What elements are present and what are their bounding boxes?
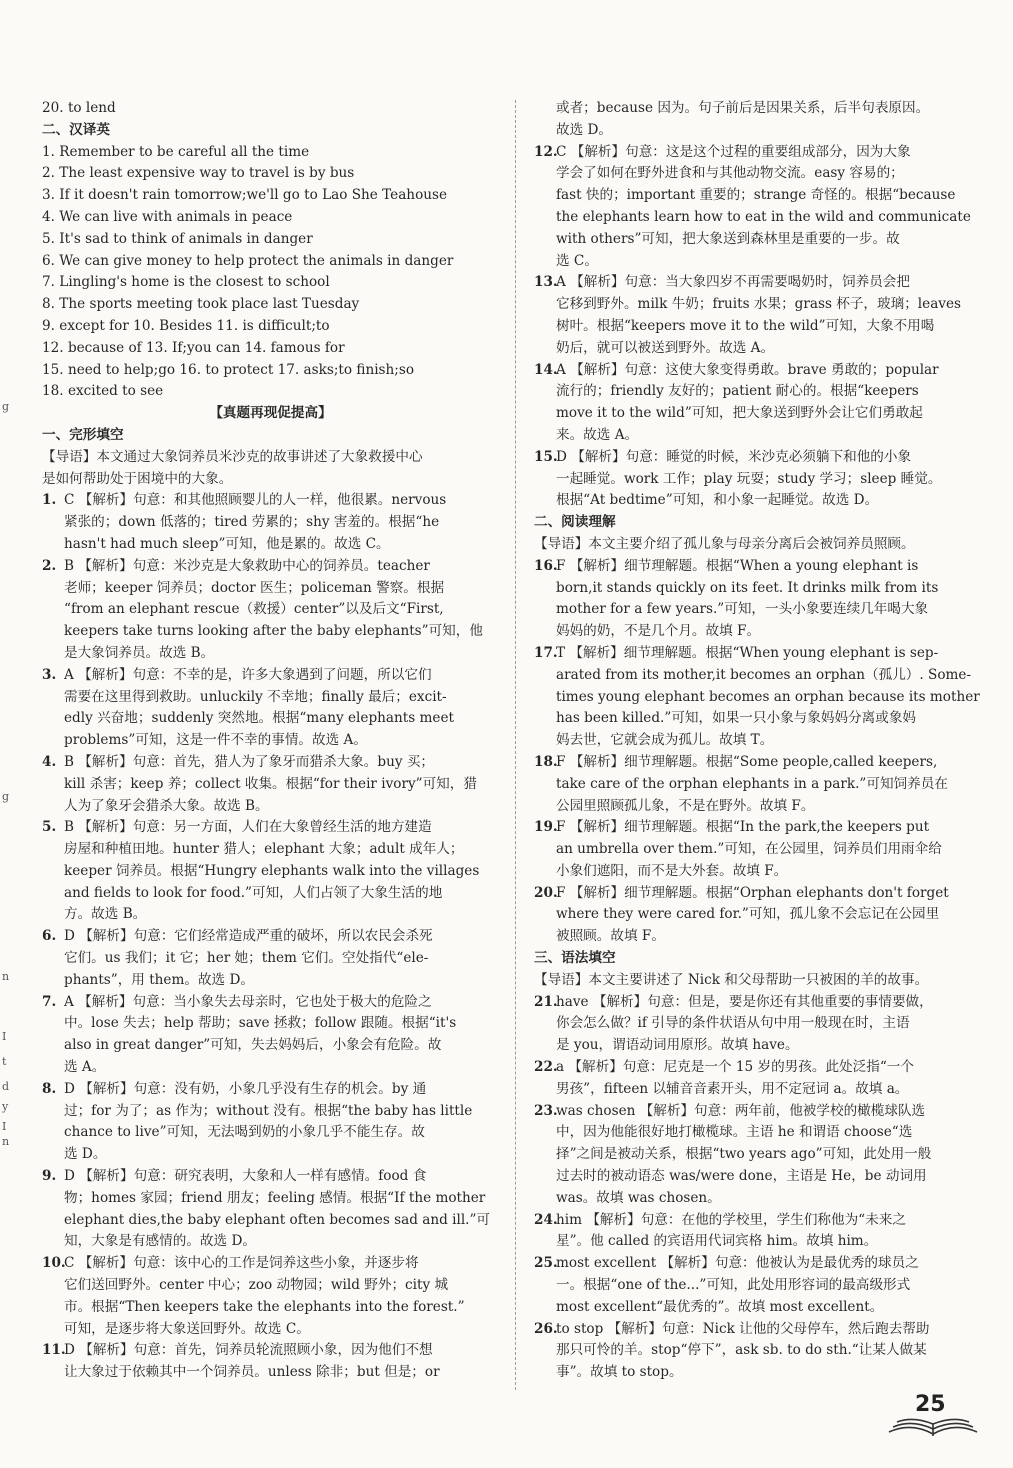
answer-entry (42, 752, 499, 817)
entry-number: 24. (534, 1211, 558, 1228)
entry-number: 6. (42, 928, 57, 945)
entry-first-line (534, 1101, 980, 1123)
entry-first-line (42, 1079, 499, 1101)
entry-text: F 【解析】细节理解题。根据“When a young elephant is (556, 557, 919, 574)
entry-number: 3. (42, 666, 57, 683)
edge-mark: g (2, 400, 10, 413)
entry-continuation: 过；for 为了；as 作为；without 没有。根据“the baby has little (64, 1102, 473, 1119)
answer-entry (534, 992, 980, 1057)
entry-continuation: hasn't had much sleep”可知，他是累的。故选 C。 (64, 535, 390, 552)
answer-line: 5. It's sad to think of animals in danger (42, 230, 313, 247)
answer-line: 18. excited to see (42, 383, 164, 400)
entry-text: D 【解析】句意：睡觉的时候，米沙克必须躺下和他的小象 (556, 448, 912, 465)
entry-first-line (42, 1253, 499, 1275)
entry-first-line (42, 1340, 499, 1362)
paragraph-line: 【导语】本文通过大象饲养员米沙克的故事讲述了大象救援中心 (42, 448, 423, 465)
answer-entry (534, 1319, 980, 1384)
section-heading: 三、语法填空 (534, 950, 616, 967)
entry-first-line (534, 1253, 980, 1275)
answer-entry (534, 447, 980, 512)
entry-continuation: 选 C。 (556, 252, 598, 269)
answer-entry (42, 926, 499, 991)
entry-continuation: 学会了如何在野外进食和与其他动物交流。easy 容易的； (556, 165, 904, 182)
entry-text: A 【解析】句意：这使大象变得勇敢。brave 勇敢的；popular (556, 361, 939, 378)
answer-entry (42, 1340, 499, 1384)
answer-line: 1. Remember to be careful all the time (42, 143, 310, 160)
entry-continuation: 你会怎么做？if 引导的条件状语从句中用一般现在时，主语 (556, 1015, 910, 1032)
answer-entry (42, 992, 499, 1079)
entry-continuation: 房屋和种植田地。hunter 猎人；elephant 大象；adult 成年人； (64, 841, 464, 858)
entry-number: 23. (534, 1102, 558, 1119)
answer-entry (42, 490, 499, 555)
edge-mark: I (2, 1120, 7, 1133)
entry-continuation: 根据“At bedtime”可知，和小象一起睡觉。故选 D。 (556, 492, 879, 509)
entry-continuation: 流行的；friendly 友好的；patient 耐心的。根据“keepers (556, 383, 919, 400)
entry-text: D 【解析】句意：研究表明，大象和人一样有感情。food 食 (64, 1168, 427, 1185)
answer-entry (534, 1253, 980, 1318)
entry-text: B 【解析】句意：首先，猎人为了象牙而猎杀大象。buy 买； (64, 753, 435, 770)
entry-text: C 【解析】句意：和其他照顾婴儿的人一样，他很累。nervous (64, 492, 447, 509)
entry-continuation: move it to the wild”可知，把大象送到野外会让它们勇敢起 (556, 405, 923, 422)
entry-continuation: 小象们遮阳，而不是大外套。故填 F。 (556, 862, 788, 879)
page-number-badge (885, 1392, 981, 1442)
entry-number: 1. (42, 492, 57, 509)
entry-first-line (42, 926, 499, 948)
entry-number: 16. (534, 557, 558, 574)
entry-number: 2. (42, 557, 57, 574)
entry-first-line (534, 556, 980, 578)
entry-number: 20. (534, 884, 558, 901)
entry-continuation: 过去时的被动语态 was/were done，主语是 He，be 动词用 (556, 1168, 927, 1185)
section-heading: 二、阅读理解 (534, 514, 616, 531)
entry-continuation: 择”之间是被动关系，根据“two years ago”可知，此处用一般 (556, 1146, 932, 1163)
entry-continuation: elephant dies,the baby elephant often becomes sad and ill.”可 (64, 1211, 491, 1228)
entry-first-line (534, 360, 980, 382)
answer-entry (42, 665, 499, 752)
entry-continuation: where they were cared for.”可知，孤儿象不会忘记在公园里 (556, 906, 940, 923)
answer-line: 3. If it doesn't rain tomorrow;we'll go to Lao She Teahouse (42, 187, 448, 204)
answer-line: 9. except for 10. Besides 11. is difficult;to (42, 317, 330, 334)
answer-line: 20. to lend (42, 100, 116, 116)
answer-entry (534, 556, 980, 643)
entry-first-line (534, 1057, 980, 1079)
entry-continuation: keeper 饲养员。根据“Hungry elephants walk into the villages (64, 862, 480, 879)
entry-continuation: 奶后，就可以被送到野外。故选 A。 (556, 339, 775, 356)
entry-continuation: 它们送回野外。center 中心；zoo 动物园；wild 野外；city 城 (64, 1277, 449, 1294)
entry-continuation: 需要在这里得到救助。unluckily 不幸地；finally 最后；excit- (64, 688, 447, 705)
entry-text: B 【解析】句意：另一方面，人们在大象曾经生活的地方建造 (64, 819, 432, 836)
entry-continuation: 选 A。 (64, 1059, 106, 1076)
answer-entry (534, 883, 980, 948)
answer-line: 15. need to help;go 16. to protect 17. asks;to finish;so (42, 361, 415, 378)
entry-continuation: 选 D。 (64, 1146, 107, 1163)
entry-continuation: kill 杀害；keep 养；collect 收集。根据“for their ivory”可知，猎 (64, 775, 477, 792)
entry-continuation: 老师；keeper 饲养员；doctor 医生；policeman 警察。根据 (64, 579, 445, 596)
entry-first-line (534, 447, 980, 469)
entry-continuation: 它们。us 我们；it 它；her 她；them 它们。空处指代“ele- (64, 950, 429, 967)
entry-continuation: 让大象过于依赖其中一个饲养员。unless 除非；but 但是；or (64, 1364, 440, 1381)
entry-continuation: phants”，用 them。故选 D。 (64, 971, 254, 988)
answer-entry (42, 1079, 499, 1166)
entry-text: C 【解析】句意：这是这个过程的重要组成部分，因为大象 (556, 143, 911, 160)
entry-continuation: keepers take turns looking after the baby elephants”可知，他 (64, 623, 483, 640)
answer-line: 2. The least expensive way to travel is by bus (42, 165, 355, 182)
entry-text: D 【解析】句意：它们经常造成严重的破坏，所以农民会杀死 (64, 928, 433, 945)
intro-paragraph (534, 534, 980, 556)
entry-first-line (534, 142, 980, 164)
entry-text: was chosen 【解析】句意：两年前，他被学校的橄榄球队选 (556, 1102, 926, 1119)
entry-number: 8. (42, 1080, 57, 1097)
answer-entry (534, 643, 980, 752)
entry-text: A 【解析】句意：不幸的是，许多大象遇到了问题，所以它们 (64, 666, 432, 683)
entry-text: C 【解析】句意：该中心的工作是饲养这些小象，并逐步将 (64, 1255, 419, 1272)
entry-first-line (42, 752, 499, 774)
answer-line: 6. We can give money to help protect the animals in danger (42, 252, 454, 269)
answer-entry (534, 817, 980, 882)
entry-first-line (42, 992, 499, 1014)
entry-number: 10. (42, 1255, 66, 1272)
entry-first-line (534, 1319, 980, 1341)
answer-entry (534, 360, 980, 447)
entry-number: 19. (534, 819, 558, 836)
entry-number: 15. (534, 448, 558, 465)
entry-continuation: arated from its mother,it becomes an orphan（孤儿）. Some- (556, 666, 972, 683)
entry-number: 4. (42, 753, 57, 770)
column-divider (515, 100, 516, 1390)
entry-text: F 【解析】细节理解题。根据“Some people,called keepers, (556, 753, 938, 770)
entry-first-line (534, 272, 980, 294)
entry-continuation: 星”。他 called 的宾语用代词宾格 him。故填 him。 (556, 1233, 878, 1250)
section-heading: 一、完形填空 (42, 426, 124, 443)
intro-paragraph (42, 447, 499, 491)
entry-text: to stop 【解析】句意：Nick 让他的父母停车，然后跑去帮助 (556, 1320, 930, 1337)
answer-entry (42, 817, 499, 926)
entry-number: 22. (534, 1059, 558, 1076)
answer-entry (534, 272, 980, 359)
entry-continuation: also in great danger”可知，失去妈妈后，小象会有危险。故 (64, 1037, 442, 1054)
entry-number: 13. (534, 274, 558, 291)
edge-mark: n (2, 1135, 10, 1148)
entry-continuation: 中，因为他能很好地打橄榄球。主语 he 和谓语 choose“选 (556, 1124, 913, 1141)
entry-continuation: has been killed.”可知，如果一只小象与象妈妈分离或象妈 (556, 710, 917, 727)
entry-number: 12. (534, 143, 558, 160)
answer-entry (534, 142, 980, 273)
answer-line: 7. Lingling's home is the closest to school (42, 274, 330, 291)
edge-mark: y (2, 1100, 9, 1113)
answer-entry (534, 1101, 980, 1210)
answer-line: 8. The sports meeting took place last Tuesday (42, 296, 360, 313)
entry-continuation: 树叶。根据“keepers move it to the wild”可知，大象不用喝 (556, 317, 935, 334)
right-column (534, 98, 980, 1384)
entry-text: a 【解析】句意：尼克是一个 15 岁的男孩。此处泛指“一个 (556, 1059, 914, 1076)
entry-continuation: 一起睡觉。work 工作；play 玩耍；study 学习；sleep 睡觉。 (556, 470, 942, 487)
entry-continuation: 可知，是逐步将大象送回野外。故选 C。 (64, 1320, 310, 1337)
entry-text: B 【解析】句意：米沙克是大象救助中心的饲养员。teacher (64, 557, 430, 574)
entry-text: A 【解析】句意：当小象失去母亲时，它也处于极大的危险之 (64, 993, 432, 1010)
entry-number: 11. (42, 1342, 66, 1359)
entry-first-line (42, 665, 499, 687)
entry-text: have 【解析】句意：但是，要是你还有其他重要的事情要做， (556, 993, 933, 1010)
edge-mark: n (2, 970, 10, 983)
entry-number: 21. (534, 993, 558, 1010)
entry-continuation: 中。lose 失去；help 帮助；save 拯救；follow 跟随。根据“it's (64, 1015, 457, 1032)
entry-first-line (534, 992, 980, 1014)
paragraph-line: 或者；because 因为。句子前后是因果关系，后半句表原因。 (556, 100, 930, 116)
entry-text: T 【解析】细节理解题。根据“When young elephant is sep- (556, 644, 939, 661)
entry-continuation: 它移到野外。milk 牛奶；fruits 水果；grass 杯子，玻璃；leaves (556, 296, 961, 313)
entry-continuation: 知，大象是有感情的。故选 D。 (64, 1233, 256, 1250)
entry-continuation: 一。根据“one of the...”可知，此处用形容词的最高级形式 (556, 1277, 911, 1294)
entry-continuation: take care of the orphan elephants in a park.”可知饲养员在 (556, 775, 948, 792)
answer-line: 12. because of 13. If;you can 14. famous for (42, 339, 345, 356)
entry-continuation: 物；homes 家园；friend 朋友；feeling 感情。根据“If the mother (64, 1189, 486, 1206)
entry-continuation: 紧张的；down 低落的；tired 劳累的；shy 害羞的。根据“he (64, 514, 440, 531)
entry-text: A 【解析】句意：当大象四岁不再需要喝奶时，饲养员会把 (556, 274, 910, 291)
intro-paragraph (534, 98, 980, 142)
entry-first-line (42, 490, 499, 512)
entry-continuation: fast 快的；important 重要的；strange 奇怪的。根据“because (556, 187, 956, 204)
edge-mark: d (2, 1080, 10, 1093)
entry-continuation: 事”。故填 to stop。 (556, 1364, 683, 1381)
entry-continuation: an umbrella over them.”可知，在公园里，饲养员们用雨伞给 (556, 841, 942, 858)
entry-continuation: problems”可知，这是一件不幸的事情。故选 A。 (64, 732, 367, 749)
entry-continuation: 妈妈的奶，不是几个月。故填 F。 (556, 623, 761, 640)
answer-entry (534, 1210, 980, 1254)
open-book-icon (885, 1392, 981, 1442)
entry-continuation: 那只可怜的羊。stop“停下”，ask sb. to do sth.“让某人做某 (556, 1342, 927, 1359)
entry-number: 25. (534, 1255, 558, 1272)
answer-entry (42, 1166, 499, 1253)
entry-continuation: born,it stands quickly on its feet. It drinks milk from its (556, 579, 939, 596)
entry-continuation: was。故填 was chosen。 (556, 1189, 721, 1206)
page-number: 25 (915, 1392, 946, 1417)
entry-text: F 【解析】细节理解题。根据“Orphan elephants don't forget (556, 884, 949, 901)
entry-number: 17. (534, 644, 558, 661)
entry-number: 7. (42, 993, 57, 1010)
entry-first-line (42, 1166, 499, 1188)
entry-continuation: edly 兴奋地；suddenly 突然地。根据“many elephants meet (64, 710, 454, 727)
subsection-title: 【真题再现促提高】 (209, 405, 332, 422)
answer-entry (534, 752, 980, 817)
entry-text: D 【解析】句意：首先，饲养员轮流照顾小象，因为他们不想 (64, 1342, 433, 1359)
entry-continuation: times young elephant becomes an orphan because its mother (556, 688, 980, 705)
entry-continuation: 是大象饲养员。故选 B。 (64, 644, 215, 661)
entry-number: 26. (534, 1320, 558, 1337)
entry-number: 9. (42, 1168, 57, 1185)
paragraph-line: 【导语】本文主要介绍了孤儿象与母亲分离后会被饲养员照顾。 (534, 535, 915, 552)
entry-continuation: chance to live”可知，无法喝到奶的小象几乎不能生存。故 (64, 1124, 425, 1141)
entry-continuation: 来。故选 A。 (556, 426, 639, 443)
answer-entry (42, 556, 499, 665)
paragraph-line: 【导语】本文主要讲述了 Nick 和父母帮助一只被困的羊的故事。 (534, 971, 929, 988)
entry-number: 18. (534, 753, 558, 770)
answer-entry (534, 1057, 980, 1101)
intro-paragraph (534, 970, 980, 992)
entry-continuation: and fields to look for food.”可知，人们占领了大象生活的地 (64, 884, 443, 901)
entry-text: F 【解析】细节理解题。根据“In the park,the keepers put (556, 819, 930, 836)
section-heading: 二、汉译英 (42, 121, 110, 138)
entry-continuation: 市。根据“Then keepers take the elephants into the forest.” (64, 1298, 465, 1315)
entry-continuation: mother for a few years.”可知，一头小象要连续几年喝大象 (556, 601, 929, 618)
paragraph-line: 是如何帮助处于困境中的大象。 (42, 470, 233, 487)
entry-number: 5. (42, 819, 57, 836)
entry-continuation: 妈去世，它就会成为孤儿。故填 T。 (556, 732, 774, 749)
entry-continuation: 男孩”，fifteen 以辅音音素开头，用不定冠词 a。故填 a。 (556, 1080, 909, 1097)
edge-mark: g (2, 790, 10, 803)
paragraph-line: 故选 D。 (556, 121, 613, 138)
edge-mark: I (2, 1030, 7, 1043)
entry-continuation: most excellent“最优秀的”。故填 most excellent。 (556, 1298, 884, 1315)
entry-continuation: 是 you，谓语动词用原形。故填 have。 (556, 1037, 799, 1054)
entry-continuation: 被照顾。故填 F。 (556, 928, 665, 945)
entry-first-line (534, 817, 980, 839)
edge-mark: t (2, 1055, 7, 1068)
entry-first-line (534, 1210, 980, 1232)
entry-number: 14. (534, 361, 558, 378)
entry-continuation: with others”可知，把大象送到森林里是重要的一步。故 (556, 230, 900, 247)
entry-continuation: 方。故选 B。 (64, 906, 147, 923)
entry-text: him 【解析】句意：在他的学校里，学生们称他为“未来之 (556, 1211, 906, 1228)
answer-line: 4. We can live with animals in peace (42, 208, 293, 225)
entry-continuation: the elephants learn how to eat in the wild and communicate (556, 208, 971, 225)
entry-first-line (534, 643, 980, 665)
entry-continuation: “from an elephant rescue（救援）center”以及后文“First, (64, 601, 444, 618)
answer-entry (42, 1253, 499, 1340)
entry-first-line (534, 752, 980, 774)
entry-continuation: 人为了象牙会猎杀大象。故选 B。 (64, 797, 269, 814)
entry-text: most excellent 【解析】句意：他被认为是最优秀的球员之 (556, 1255, 919, 1272)
entry-first-line (42, 817, 499, 839)
entry-first-line (534, 883, 980, 905)
entry-text: D 【解析】句意：没有奶，小象几乎没有生存的机会。by 通 (64, 1080, 427, 1097)
entry-first-line (42, 556, 499, 578)
left-column (42, 98, 499, 1384)
entry-continuation: 公园里照顾孤儿象，不是在野外。故填 F。 (556, 797, 815, 814)
